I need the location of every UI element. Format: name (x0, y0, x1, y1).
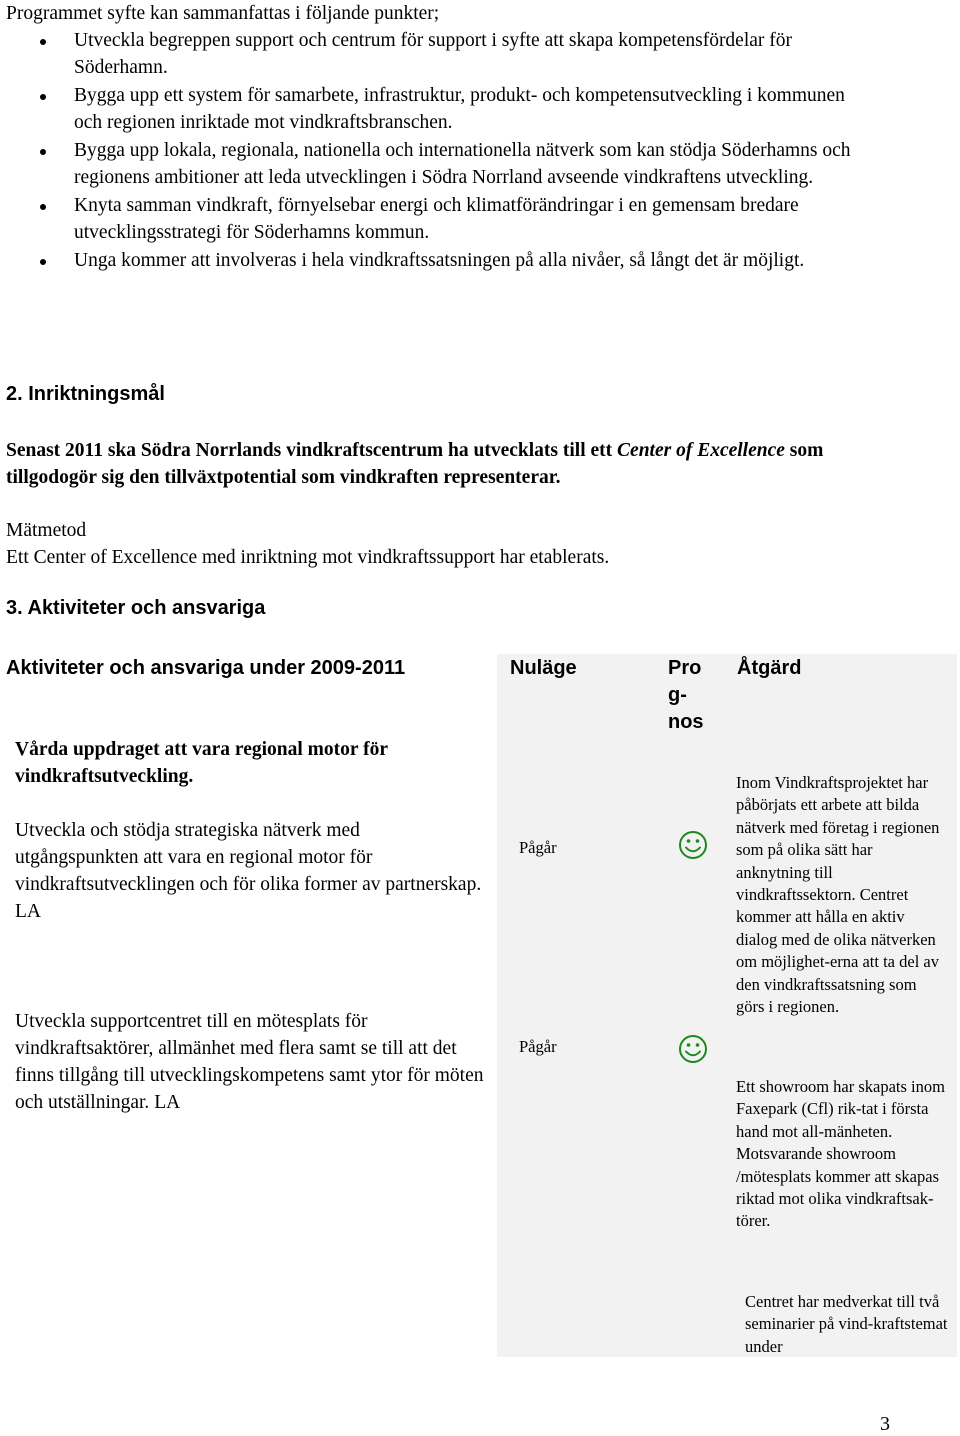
status-text: Pågår (519, 838, 557, 857)
bullet-item: Bygga upp ett system för samarbete, infrastruktur, produkt- och kompetensutveckling i kommunen och regionen inriktade mot vindkraftsbranschen. (0, 82, 874, 136)
page-number: 3 (880, 1413, 890, 1435)
activity-group-heading: Vårda uppdraget att vara regional motor för vindkraftsutveckling. (15, 739, 388, 787)
smiley-icon (678, 1034, 708, 1064)
bullet-dot-icon (40, 204, 46, 210)
activity-text: Utveckla supportcentret till en mötesplats för vindkraftsaktörer, allmänhet med flera samt se till att det finns tillgång till utvecklingskompetens samt ytor för möten och utställningar. LA (15, 1011, 484, 1113)
action-text: Centret har medverkat till två seminarier på vind-kraftstemat under (745, 1292, 948, 1356)
column-header-activities: Aktiviteter och ansvariga under 2009-2011 (6, 657, 406, 679)
intro-text: Programmet syfte kan sammanfattas i följande punkter; (6, 3, 440, 24)
responsible-label: LA (154, 1092, 181, 1113)
activity-text: Utveckla och stödja strategiska nätverk med utgångspunkten att vara en regional motor för vindkraftsutvecklingen och för olika former av partnerskap. LA (15, 820, 482, 922)
column-header-status: Nuläge (510, 657, 577, 679)
bullet-item: Utveckla begreppen support och centrum för support i syfte att skapa kompetensfördelar för Söderhamn. (0, 27, 874, 81)
goal-statement: Senast 2011 ska Södra Norrlands vindkraftscentrum ha utvecklats till ett Center of Excellence som tillgodogör sig den tillväxtpotential som vindkraften representerar. (6, 440, 824, 488)
section-3-heading: 3. Aktiviteter och ansvariga (6, 597, 266, 619)
bullet-dot-icon (40, 39, 46, 45)
bullet-item: Unga kommer att involveras i hela vindkraftssatsningen på alla nivåer, så långt det är möjligt. (0, 247, 874, 274)
bullet-dot-icon (40, 149, 46, 155)
smiley-icon (678, 830, 708, 860)
column-header-prognosis: Pro g- nos (668, 657, 704, 733)
section-2-heading: 2. Inriktningsmål (6, 383, 165, 405)
column-header-action: Åtgärd (737, 657, 802, 679)
bullet-dot-icon (40, 259, 46, 265)
status-text: Pågår (519, 1037, 557, 1056)
bullet-item: Knyta samman vindkraft, förnyelsebar energi och klimatförändringar i en gemensam bredare utvecklingsstrategi för Söderhamns kommun. (0, 192, 874, 246)
method-text: Ett Center of Excellence med inriktning mot vindkraftssupport har etablerats. (6, 547, 610, 568)
bullet-item: Bygga upp lokala, regionala, nationella och internationella nätverk som kan stödja Söderhamns och regionens ambitioner att leda utvecklingen i Södra Norrland avseende vindkraftens utveckling. (0, 137, 874, 191)
goal-bullet-list (0, 27, 874, 275)
action-text: Inom Vindkraftsprojektet har påbörjats ett arbete att bilda nätverk med företag i regionen som på olika sätt har anknytning till vindkraftssektorn. Centret kommer att hålla en aktiv dialog med de olika nätverken om möjlighet-erna att ta del av den vindkraftssatsning som görs i regionen. (736, 773, 940, 1017)
method-label: Mätmetod (6, 520, 87, 541)
responsible-label: LA (15, 901, 41, 922)
bullet-dot-icon (40, 94, 46, 100)
action-text: Ett showroom har skapats inom Faxepark (Cfl) rik-tat i första hand mot all-mänheten. Motsvarande showroom /mötesplats kommer att skapas riktad mot olika vindkraftsak-törer. (736, 1077, 945, 1231)
